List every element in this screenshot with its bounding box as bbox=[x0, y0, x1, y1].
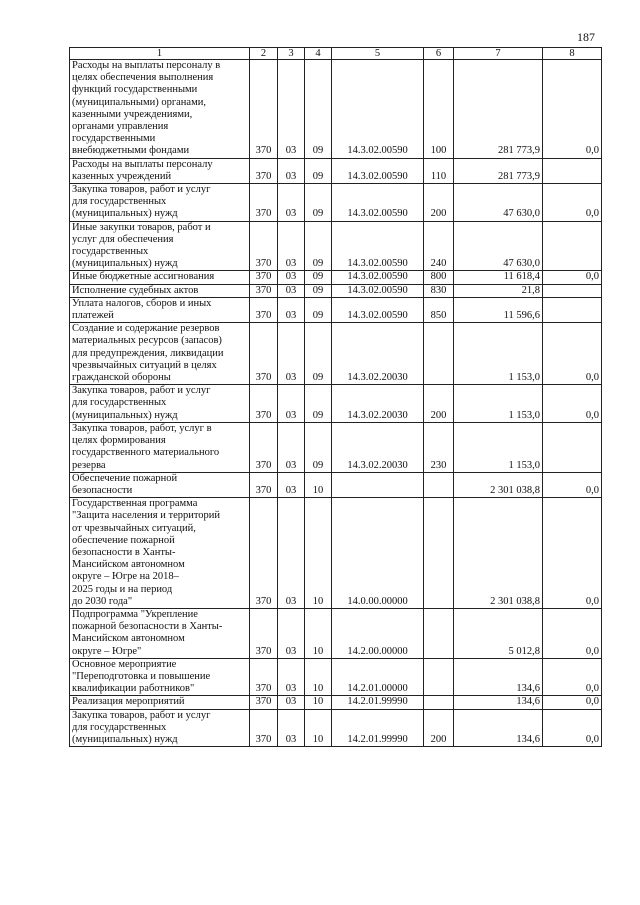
header-cell: 7 bbox=[454, 48, 543, 60]
target-article-cell bbox=[332, 472, 424, 497]
section-cell: 09 bbox=[305, 60, 332, 159]
table-row bbox=[70, 709, 602, 747]
change-cell: 0,0 bbox=[543, 498, 602, 609]
section-cell: 10 bbox=[305, 696, 332, 709]
podrazdel-cell: 03 bbox=[278, 498, 305, 609]
podrazdel-cell: 03 bbox=[278, 221, 305, 271]
expense-name-cell bbox=[70, 608, 250, 658]
podrazdel-cell: 03 bbox=[278, 158, 305, 183]
razdel-cell: 370 bbox=[250, 385, 278, 423]
podrazdel-cell: 03 bbox=[278, 422, 305, 472]
expense-type-cell: 850 bbox=[424, 297, 454, 322]
razdel-cell: 370 bbox=[250, 221, 278, 271]
table-row bbox=[70, 472, 602, 497]
amount-cell: 5 012,8 bbox=[454, 608, 543, 658]
target-article-cell: 14.3.02.20030 bbox=[332, 385, 424, 423]
section-cell: 10 bbox=[305, 472, 332, 497]
expense-name-cell bbox=[70, 323, 250, 385]
expense-name-cell bbox=[70, 498, 250, 609]
razdel-cell: 370 bbox=[250, 323, 278, 385]
podrazdel-cell: 03 bbox=[278, 658, 305, 696]
amount-cell: 11 596,6 bbox=[454, 297, 543, 322]
expense-name-text: Расходы на выплаты персоналу в целях обеспечения выполнения функций государственными (муниципальными) органами, казенными учреждениями, органами управления государственными внебюджетными фондами bbox=[72, 60, 221, 157]
podrazdel-cell: 03 bbox=[278, 608, 305, 658]
target-article-cell: 14.3.02.00590 bbox=[332, 271, 424, 284]
section-cell: 09 bbox=[305, 385, 332, 423]
section-cell: 09 bbox=[305, 158, 332, 183]
expense-name-cell bbox=[70, 709, 250, 747]
section-cell: 09 bbox=[305, 221, 332, 271]
expense-name-cell bbox=[70, 422, 250, 472]
expense-name-text: Иные бюджетные ассигнования bbox=[72, 271, 215, 283]
razdel-cell: 370 bbox=[250, 184, 278, 222]
header-cell: 5 bbox=[332, 48, 424, 60]
target-article-cell: 14.2.01.99990 bbox=[332, 696, 424, 709]
amount-cell: 134,6 bbox=[454, 709, 543, 747]
target-article-cell: 14.2.00.00000 bbox=[332, 608, 424, 658]
razdel-cell: 370 bbox=[250, 709, 278, 747]
expense-type-cell bbox=[424, 498, 454, 609]
expense-name-text: Подпрограмма "Укрепление пожарной безопасности в Ханты- Мансийском автономном округе – Югре" bbox=[72, 608, 223, 657]
expense-name-text: Иные закупки товаров, работ и услуг для обеспечения государственных (муниципальных) нужд bbox=[72, 221, 211, 270]
table-row bbox=[70, 284, 602, 297]
expense-type-cell bbox=[424, 658, 454, 696]
table-row bbox=[70, 608, 602, 658]
page-number: 187 bbox=[577, 30, 595, 44]
change-cell: 0,0 bbox=[543, 271, 602, 284]
expense-type-cell: 200 bbox=[424, 385, 454, 423]
section-cell: 09 bbox=[305, 271, 332, 284]
expense-name-cell bbox=[70, 696, 250, 709]
expense-name-text: Основное мероприятие "Переподготовка и повышение квалификации работников" bbox=[72, 658, 211, 695]
razdel-cell: 370 bbox=[250, 422, 278, 472]
change-cell: 0,0 bbox=[543, 60, 602, 159]
change-cell bbox=[543, 221, 602, 271]
expense-name-text: Обеспечение пожарной безопасности bbox=[72, 472, 178, 496]
expense-type-cell bbox=[424, 608, 454, 658]
expense-name-text: Реализация мероприятий bbox=[72, 696, 185, 708]
expense-name-cell bbox=[70, 158, 250, 183]
target-article-cell: 14.0.00.00000 bbox=[332, 498, 424, 609]
change-cell bbox=[543, 158, 602, 183]
expense-name-text: Государственная программа "Защита населения и территорий от чрезвычайных ситуаций, обеспечение пожарной безопасности в Ханты- Мансийском автономном округе – Югре на 2018– 2025 годы и на период до 2030 года" bbox=[72, 498, 221, 607]
expense-name-text: Расходы на выплаты персоналу казенных учреждений bbox=[72, 158, 213, 182]
change-cell bbox=[543, 422, 602, 472]
table-header-row bbox=[70, 48, 602, 60]
amount-cell: 281 773,9 bbox=[454, 158, 543, 183]
podrazdel-cell: 03 bbox=[278, 284, 305, 297]
section-cell: 09 bbox=[305, 297, 332, 322]
header-cell: 8 bbox=[543, 48, 602, 60]
table-row bbox=[70, 60, 602, 159]
section-cell: 10 bbox=[305, 709, 332, 747]
expense-type-cell: 200 bbox=[424, 184, 454, 222]
razdel-cell: 370 bbox=[250, 297, 278, 322]
amount-cell: 1 153,0 bbox=[454, 385, 543, 423]
table-row bbox=[70, 158, 602, 183]
table-row bbox=[70, 271, 602, 284]
amount-cell: 1 153,0 bbox=[454, 323, 543, 385]
target-article-cell: 14.3.02.00590 bbox=[332, 158, 424, 183]
podrazdel-cell: 03 bbox=[278, 709, 305, 747]
razdel-cell: 370 bbox=[250, 158, 278, 183]
target-article-cell: 14.3.02.20030 bbox=[332, 323, 424, 385]
section-cell: 10 bbox=[305, 498, 332, 609]
expense-type-cell bbox=[424, 696, 454, 709]
target-article-cell: 14.3.02.00590 bbox=[332, 297, 424, 322]
table-row bbox=[70, 184, 602, 222]
header-cell: 1 bbox=[70, 48, 250, 60]
change-cell: 0,0 bbox=[543, 323, 602, 385]
expense-name-text: Закупка товаров, работ, услуг в целях формирования государственного материального резерва bbox=[72, 422, 220, 471]
target-article-cell: 14.2.01.00000 bbox=[332, 658, 424, 696]
target-article-cell: 14.3.02.00590 bbox=[332, 284, 424, 297]
target-article-cell: 14.2.01.99990 bbox=[332, 709, 424, 747]
razdel-cell: 370 bbox=[250, 284, 278, 297]
amount-cell: 281 773,9 bbox=[454, 60, 543, 159]
change-cell: 0,0 bbox=[543, 385, 602, 423]
expense-type-cell bbox=[424, 472, 454, 497]
amount-cell: 21,8 bbox=[454, 284, 543, 297]
expense-type-cell: 230 bbox=[424, 422, 454, 472]
target-article-cell: 14.3.02.00590 bbox=[332, 184, 424, 222]
change-cell bbox=[543, 297, 602, 322]
table-row bbox=[70, 297, 602, 322]
change-cell: 0,0 bbox=[543, 608, 602, 658]
target-article-cell: 14.3.02.20030 bbox=[332, 422, 424, 472]
section-cell: 09 bbox=[305, 184, 332, 222]
change-cell bbox=[543, 284, 602, 297]
expense-name-text: Уплата налогов, сборов и иных платежей bbox=[72, 297, 212, 322]
change-cell: 0,0 bbox=[543, 696, 602, 709]
podrazdel-cell: 03 bbox=[278, 385, 305, 423]
section-cell: 09 bbox=[305, 323, 332, 385]
target-article-cell: 14.3.02.00590 bbox=[332, 60, 424, 159]
amount-cell: 2 301 038,8 bbox=[454, 498, 543, 609]
podrazdel-cell: 03 bbox=[278, 297, 305, 322]
change-cell: 0,0 bbox=[543, 472, 602, 497]
section-cell: 10 bbox=[305, 608, 332, 658]
section-cell: 09 bbox=[305, 284, 332, 297]
target-article-cell: 14.3.02.00590 bbox=[332, 221, 424, 271]
amount-cell: 2 301 038,8 bbox=[454, 472, 543, 497]
razdel-cell: 370 bbox=[250, 658, 278, 696]
podrazdel-cell: 03 bbox=[278, 184, 305, 222]
budget-table bbox=[69, 47, 602, 747]
expense-name-cell bbox=[70, 658, 250, 696]
section-cell: 09 bbox=[305, 422, 332, 472]
expense-type-cell: 800 bbox=[424, 271, 454, 284]
expense-name-cell bbox=[70, 221, 250, 271]
header-cell: 6 bbox=[424, 48, 454, 60]
expense-name-text: Исполнение судебных актов bbox=[72, 284, 199, 296]
table-row bbox=[70, 422, 602, 472]
expense-name-cell bbox=[70, 472, 250, 497]
expense-name-cell bbox=[70, 60, 250, 159]
amount-cell: 1 153,0 bbox=[454, 422, 543, 472]
expense-type-cell bbox=[424, 323, 454, 385]
razdel-cell: 370 bbox=[250, 498, 278, 609]
podrazdel-cell: 03 bbox=[278, 60, 305, 159]
expense-type-cell: 200 bbox=[424, 709, 454, 747]
section-cell: 10 bbox=[305, 658, 332, 696]
razdel-cell: 370 bbox=[250, 271, 278, 284]
amount-cell: 47 630,0 bbox=[454, 184, 543, 222]
podrazdel-cell: 03 bbox=[278, 472, 305, 497]
podrazdel-cell: 03 bbox=[278, 696, 305, 709]
change-cell: 0,0 bbox=[543, 709, 602, 747]
change-cell: 0,0 bbox=[543, 658, 602, 696]
expense-name-cell bbox=[70, 297, 250, 322]
header-cell: 3 bbox=[278, 48, 305, 60]
expense-name-cell bbox=[70, 184, 250, 222]
table-row bbox=[70, 498, 602, 609]
expense-name-text: Создание и содержание резервов материальных ресурсов (запасов) для предупреждения, ликвидации чрезвычайных ситуаций в целях гражданской обороны bbox=[72, 323, 224, 384]
header-cell: 2 bbox=[250, 48, 278, 60]
razdel-cell: 370 bbox=[250, 608, 278, 658]
table-row bbox=[70, 385, 602, 423]
expense-name-text: Закупка товаров, работ и услуг для государственных (муниципальных) нужд bbox=[72, 184, 211, 220]
expense-type-cell: 100 bbox=[424, 60, 454, 159]
expense-name-cell bbox=[70, 385, 250, 423]
amount-cell: 134,6 bbox=[454, 696, 543, 709]
table-row bbox=[70, 658, 602, 696]
amount-cell: 47 630,0 bbox=[454, 221, 543, 271]
expense-type-cell: 110 bbox=[424, 158, 454, 183]
expense-name-text: Закупка товаров, работ и услуг для государственных (муниципальных) нужд bbox=[72, 709, 211, 745]
expense-name-cell bbox=[70, 271, 250, 284]
header-cell: 4 bbox=[305, 48, 332, 60]
expense-type-cell: 830 bbox=[424, 284, 454, 297]
podrazdel-cell: 03 bbox=[278, 323, 305, 385]
amount-cell: 11 618,4 bbox=[454, 271, 543, 284]
expense-name-cell bbox=[70, 284, 250, 297]
razdel-cell: 370 bbox=[250, 60, 278, 159]
change-cell: 0,0 bbox=[543, 184, 602, 222]
expense-type-cell: 240 bbox=[424, 221, 454, 271]
amount-cell: 134,6 bbox=[454, 658, 543, 696]
podrazdel-cell: 03 bbox=[278, 271, 305, 284]
table-row bbox=[70, 323, 602, 385]
table-row bbox=[70, 221, 602, 271]
table-row bbox=[70, 696, 602, 709]
razdel-cell: 370 bbox=[250, 472, 278, 497]
expense-name-text: Закупка товаров, работ и услуг для государственных (муниципальных) нужд bbox=[72, 385, 211, 421]
razdel-cell: 370 bbox=[250, 696, 278, 709]
